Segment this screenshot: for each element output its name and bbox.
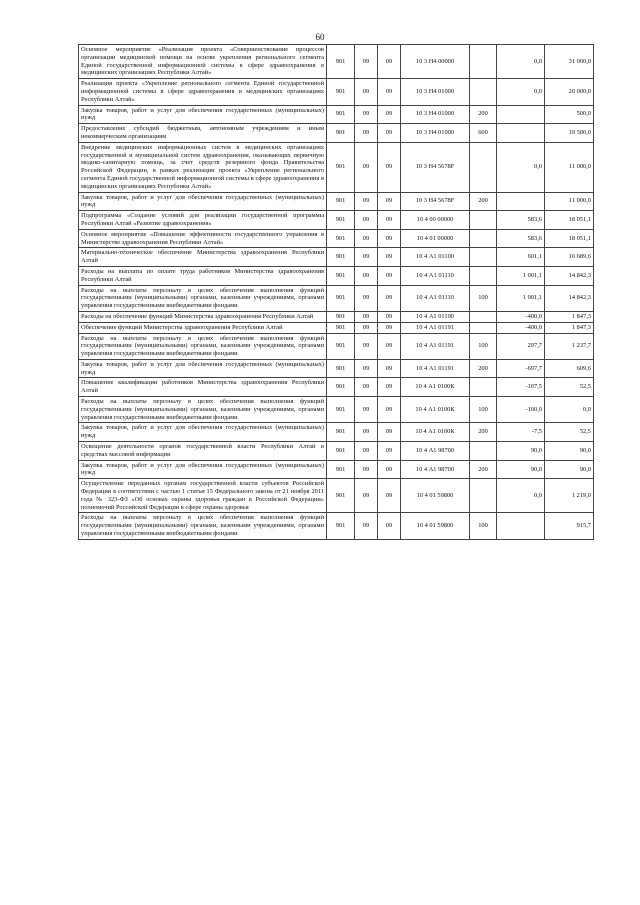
- target-article-cell: 10 4 01 00000: [401, 229, 470, 248]
- amount-total-cell: 14 842,3: [545, 285, 594, 311]
- row-name-cell: Основное мероприятие «Повышение эффективности государственного управления в Министерстве здравоохранения Республики Алтай»: [79, 229, 327, 248]
- expense-type-cell: 100: [470, 513, 497, 539]
- target-article-cell: 10 4 А1 01110: [401, 266, 470, 285]
- ministry-code-cell: 901: [327, 248, 355, 267]
- subsection-code-cell: 09: [378, 229, 401, 248]
- amount-change-cell: -400,0: [497, 322, 545, 333]
- subsection-code-cell: 09: [378, 79, 401, 105]
- ministry-code-cell: 901: [327, 229, 355, 248]
- amount-total-cell: 500,0: [545, 105, 594, 124]
- table-row: [79, 266, 594, 285]
- ministry-code-cell: 901: [327, 333, 355, 359]
- ministry-code-cell: 901: [327, 285, 355, 311]
- table-row: [79, 211, 594, 230]
- table-row: [79, 192, 594, 211]
- ministry-code-cell: 901: [327, 423, 355, 442]
- table-row: [79, 124, 594, 143]
- expense-type-cell: 200: [470, 423, 497, 442]
- ministry-code-cell: 901: [327, 142, 355, 192]
- table-row: [79, 248, 594, 267]
- ministry-code-cell: 901: [327, 479, 355, 513]
- target-article-cell: 10 3 Н4 5678F: [401, 192, 470, 211]
- row-name-cell: Расходы на обеспечение функций Министерства здравоохранения Республики Алтай: [79, 311, 327, 322]
- expense-type-cell: 200: [470, 105, 497, 124]
- row-name-cell: Расходы на выплаты персоналу в целях обеспечения выполнения функций государственными (муниципальными) органами, казенными учреждениями, органами управления государственными внебюджетными фондами: [79, 397, 327, 423]
- section-code-cell: 09: [355, 513, 378, 539]
- amount-total-cell: 915,7: [545, 513, 594, 539]
- row-name-cell: Закупка товаров, работ и услуг для обеспечения государственных (муниципальных) нужд: [79, 423, 327, 442]
- target-article-cell: 10 4 А1 01100: [401, 248, 470, 267]
- section-code-cell: 09: [355, 229, 378, 248]
- expense-type-cell: [470, 322, 497, 333]
- table-row: [79, 423, 594, 442]
- subsection-code-cell: 09: [378, 192, 401, 211]
- amount-change-cell: 583,6: [497, 211, 545, 230]
- subsection-code-cell: 09: [378, 397, 401, 423]
- section-code-cell: 09: [355, 211, 378, 230]
- target-article-cell: 10 4 А1 01191: [401, 333, 470, 359]
- target-article-cell: 10 4 01 59800: [401, 479, 470, 513]
- expense-type-cell: 200: [470, 460, 497, 479]
- ministry-code-cell: 901: [327, 378, 355, 397]
- amount-change-cell: -697,7: [497, 359, 545, 378]
- amount-change-cell: 0,0: [497, 45, 545, 79]
- amount-change-cell: [497, 124, 545, 143]
- target-article-cell: 10 3 Н4 01000: [401, 105, 470, 124]
- table-row: [79, 460, 594, 479]
- subsection-code-cell: 09: [378, 460, 401, 479]
- section-code-cell: 09: [355, 423, 378, 442]
- row-name-cell: Основное мероприятие «Реализация проекта «Совершенствование процессов организации медицинской помощи на основе укрепления регионального сегмента Единой государственной информационной системы в сфере здравоохранения в медицинских организациях Республики Алтай»: [79, 45, 327, 79]
- amount-change-cell: [497, 105, 545, 124]
- target-article-cell: 10 4 А1 0100К: [401, 423, 470, 442]
- amount-total-cell: 19 500,0: [545, 124, 594, 143]
- amount-total-cell: 609,6: [545, 359, 594, 378]
- section-code-cell: 09: [355, 142, 378, 192]
- ministry-code-cell: 901: [327, 460, 355, 479]
- row-name-cell: Расходы на выплаты по оплате труда работников Министерства здравоохранения Республики Алтай: [79, 266, 327, 285]
- subsection-code-cell: 09: [378, 378, 401, 397]
- table-row: [79, 311, 594, 322]
- table-row: [79, 378, 594, 397]
- section-code-cell: 09: [355, 266, 378, 285]
- target-article-cell: 10 4 00 00000: [401, 211, 470, 230]
- ministry-code-cell: 901: [327, 359, 355, 378]
- expense-type-cell: [470, 266, 497, 285]
- table-row: [79, 442, 594, 461]
- table-row: [79, 142, 594, 192]
- row-name-cell: Закупка товаров, работ и услуг для обеспечения государственных (муниципальных) нужд: [79, 105, 327, 124]
- subsection-code-cell: 09: [378, 479, 401, 513]
- section-code-cell: 09: [355, 333, 378, 359]
- subsection-code-cell: 09: [378, 322, 401, 333]
- subsection-code-cell: 09: [378, 266, 401, 285]
- section-code-cell: 09: [355, 192, 378, 211]
- target-article-cell: 10 3 Н4 01000: [401, 124, 470, 143]
- amount-change-cell: -400,0: [497, 311, 545, 322]
- row-name-cell: Осуществление переданных органам государственной власти субъектов Российской Федерации в соответствии с частью 1 статьи 15 Федерального закона от 21 ноября 2011 года № 323-ФЗ «Об основах охраны здоровья граждан в Российской Федерации» полномочий Российской Федерации в сфере охраны здоровья: [79, 479, 327, 513]
- amount-change-cell: [497, 192, 545, 211]
- row-name-cell: Реализация проекта «Укрепление регионального сегмента Единой государственной информационной системы в сфере здравоохранения в медицинских организациях Республики Алтай»: [79, 79, 327, 105]
- expense-type-cell: [470, 248, 497, 267]
- section-code-cell: 09: [355, 311, 378, 322]
- expense-type-cell: 200: [470, 359, 497, 378]
- amount-change-cell: [497, 513, 545, 539]
- amount-total-cell: 52,5: [545, 423, 594, 442]
- table-row: [79, 333, 594, 359]
- row-name-cell: Расходы на выплаты персоналу в целях обеспечения выполнения функций государственными (муниципальными) органами, казенными учреждениями, органами управления государственными внебюджетными фондами: [79, 513, 327, 539]
- section-code-cell: 09: [355, 124, 378, 143]
- expense-type-cell: [470, 311, 497, 322]
- ministry-code-cell: 901: [327, 45, 355, 79]
- target-article-cell: 10 4 А1 98700: [401, 442, 470, 461]
- amount-change-cell: 0,0: [497, 142, 545, 192]
- amount-total-cell: 14 842,3: [545, 266, 594, 285]
- subsection-code-cell: 09: [378, 211, 401, 230]
- section-code-cell: 09: [355, 45, 378, 79]
- ministry-code-cell: 901: [327, 105, 355, 124]
- subsection-code-cell: 09: [378, 285, 401, 311]
- section-code-cell: 09: [355, 479, 378, 513]
- amount-change-cell: 90,0: [497, 460, 545, 479]
- expense-type-cell: [470, 45, 497, 79]
- amount-total-cell: 1 219,0: [545, 479, 594, 513]
- ministry-code-cell: 901: [327, 266, 355, 285]
- subsection-code-cell: 09: [378, 142, 401, 192]
- row-name-cell: Расходы на выплаты персоналу в целях обеспечения выполнения функций государственными (муниципальными) органами, казенными учреждениями, органами управления государственными внебюджетными фондами: [79, 285, 327, 311]
- page-number: 60: [315, 32, 325, 42]
- ministry-code-cell: 901: [327, 513, 355, 539]
- amount-change-cell: 0,0: [497, 479, 545, 513]
- table-row: [79, 229, 594, 248]
- subsection-code-cell: 09: [378, 124, 401, 143]
- amount-total-cell: 16 689,6: [545, 248, 594, 267]
- amount-change-cell: 0,0: [497, 79, 545, 105]
- amount-total-cell: 20 000,0: [545, 79, 594, 105]
- expense-type-cell: [470, 229, 497, 248]
- subsection-code-cell: 09: [378, 442, 401, 461]
- amount-change-cell: 601,1: [497, 248, 545, 267]
- section-code-cell: 09: [355, 442, 378, 461]
- section-code-cell: 09: [355, 460, 378, 479]
- ministry-code-cell: 901: [327, 397, 355, 423]
- section-code-cell: 09: [355, 322, 378, 333]
- target-article-cell: 10 4 А1 01191: [401, 322, 470, 333]
- expense-type-cell: [470, 79, 497, 105]
- amount-total-cell: 11 000,0: [545, 142, 594, 192]
- row-name-cell: Предоставление субсидий бюджетным, автономным учреждениям и иным некоммерческим организациям: [79, 124, 327, 143]
- ministry-code-cell: 901: [327, 322, 355, 333]
- amount-change-cell: -100,0: [497, 397, 545, 423]
- row-name-cell: Закупка товаров, работ и услуг для обеспечения государственных (муниципальных) нужд: [79, 192, 327, 211]
- table-row: [79, 79, 594, 105]
- amount-total-cell: 52,5: [545, 378, 594, 397]
- budget-table-body: [79, 45, 594, 540]
- row-name-cell: Закупка товаров, работ и услуг для обеспечения государственных (муниципальных) нужд: [79, 460, 327, 479]
- row-name-cell: Закупка товаров, работ и услуг для обеспечения государственных (муниципальных) нужд: [79, 359, 327, 378]
- row-name-cell: Внедрение медицинских информационных систем в медицинских организациях государственной и муниципальной систем здравоохранения, оказывающих первичную медико-санитарную помощь, за счет средств резервного фонда Правительства Российской Федерации, в рамках реализации проекта «Укрепление регионального сегмента Единой государственной информационной системы в сфере здравоохранения в медицинских организациях Республики Алтай»: [79, 142, 327, 192]
- ministry-code-cell: 901: [327, 79, 355, 105]
- amount-total-cell: 18 051,1: [545, 229, 594, 248]
- expense-type-cell: 100: [470, 333, 497, 359]
- row-name-cell: Освещение деятельности органов государственной власти Республики Алтай в средствах массовой информации: [79, 442, 327, 461]
- table-row: [79, 105, 594, 124]
- target-article-cell: 10 4 А1 01110: [401, 285, 470, 311]
- ministry-code-cell: 901: [327, 211, 355, 230]
- section-code-cell: 09: [355, 79, 378, 105]
- expense-type-cell: [470, 479, 497, 513]
- amount-total-cell: 1 847,3: [545, 322, 594, 333]
- ministry-code-cell: 901: [327, 192, 355, 211]
- target-article-cell: 10 4 А1 01190: [401, 311, 470, 322]
- ministry-code-cell: 901: [327, 124, 355, 143]
- budget-table: [78, 44, 594, 540]
- section-code-cell: 09: [355, 105, 378, 124]
- target-article-cell: 10 4 А1 0100К: [401, 397, 470, 423]
- section-code-cell: 09: [355, 285, 378, 311]
- table-row: [79, 285, 594, 311]
- amount-change-cell: 90,0: [497, 442, 545, 461]
- expense-type-cell: 200: [470, 192, 497, 211]
- section-code-cell: 09: [355, 248, 378, 267]
- amount-change-cell: -7,5: [497, 423, 545, 442]
- subsection-code-cell: 09: [378, 423, 401, 442]
- table-row: [79, 397, 594, 423]
- subsection-code-cell: 09: [378, 311, 401, 322]
- target-article-cell: 10 4 А1 01191: [401, 359, 470, 378]
- amount-change-cell: -107,5: [497, 378, 545, 397]
- subsection-code-cell: 09: [378, 45, 401, 79]
- target-article-cell: 10 4 А1 0100К: [401, 378, 470, 397]
- subsection-code-cell: 09: [378, 333, 401, 359]
- amount-total-cell: 0,0: [545, 397, 594, 423]
- amount-total-cell: 1 237,7: [545, 333, 594, 359]
- table-row: [79, 322, 594, 333]
- amount-change-cell: 1 001,1: [497, 285, 545, 311]
- target-article-cell: 10 3 Н4 5678F: [401, 142, 470, 192]
- row-name-cell: Материально-техническое обеспечение Министерства здравоохранения Республики Алтай: [79, 248, 327, 267]
- subsection-code-cell: 09: [378, 105, 401, 124]
- amount-total-cell: 18 051,1: [545, 211, 594, 230]
- expense-type-cell: 600: [470, 124, 497, 143]
- expense-type-cell: 100: [470, 397, 497, 423]
- amount-change-cell: 1 001,1: [497, 266, 545, 285]
- target-article-cell: 10 4 А1 98700: [401, 460, 470, 479]
- table-row: [79, 513, 594, 539]
- table-row: [79, 359, 594, 378]
- expense-type-cell: [470, 442, 497, 461]
- row-name-cell: Обеспечение функций Министерства здравоохранения Республики Алтай: [79, 322, 327, 333]
- amount-total-cell: 90,0: [545, 460, 594, 479]
- table-row: [79, 479, 594, 513]
- target-article-cell: 10 4 01 59800: [401, 513, 470, 539]
- section-code-cell: 09: [355, 397, 378, 423]
- ministry-code-cell: 901: [327, 311, 355, 322]
- expense-type-cell: 100: [470, 285, 497, 311]
- target-article-cell: 10 3 Н4 01000: [401, 79, 470, 105]
- row-name-cell: Расходы на выплаты персоналу в целях обеспечения выполнения функций государственными (муниципальными) органами, казенными учреждениями, органами управления государственными внебюджетными фондами: [79, 333, 327, 359]
- subsection-code-cell: 09: [378, 359, 401, 378]
- target-article-cell: 10 3 Н4 00000: [401, 45, 470, 79]
- expense-type-cell: [470, 142, 497, 192]
- section-code-cell: 09: [355, 359, 378, 378]
- amount-total-cell: 31 000,0: [545, 45, 594, 79]
- expense-type-cell: [470, 211, 497, 230]
- ministry-code-cell: 901: [327, 442, 355, 461]
- row-name-cell: Подпрограмма «Создание условий для реализации государственной программы Республики Алтай «Развитие здравоохранения»: [79, 211, 327, 230]
- subsection-code-cell: 09: [378, 248, 401, 267]
- subsection-code-cell: 09: [378, 513, 401, 539]
- row-name-cell: Повышение квалификации работников Министерства здравоохранения Республики Алтай: [79, 378, 327, 397]
- table-row: [79, 45, 594, 79]
- amount-change-cell: 297,7: [497, 333, 545, 359]
- amount-total-cell: 11 000,0: [545, 192, 594, 211]
- expense-type-cell: [470, 378, 497, 397]
- amount-total-cell: 1 847,3: [545, 311, 594, 322]
- amount-change-cell: 583,6: [497, 229, 545, 248]
- amount-total-cell: 90,0: [545, 442, 594, 461]
- section-code-cell: 09: [355, 378, 378, 397]
